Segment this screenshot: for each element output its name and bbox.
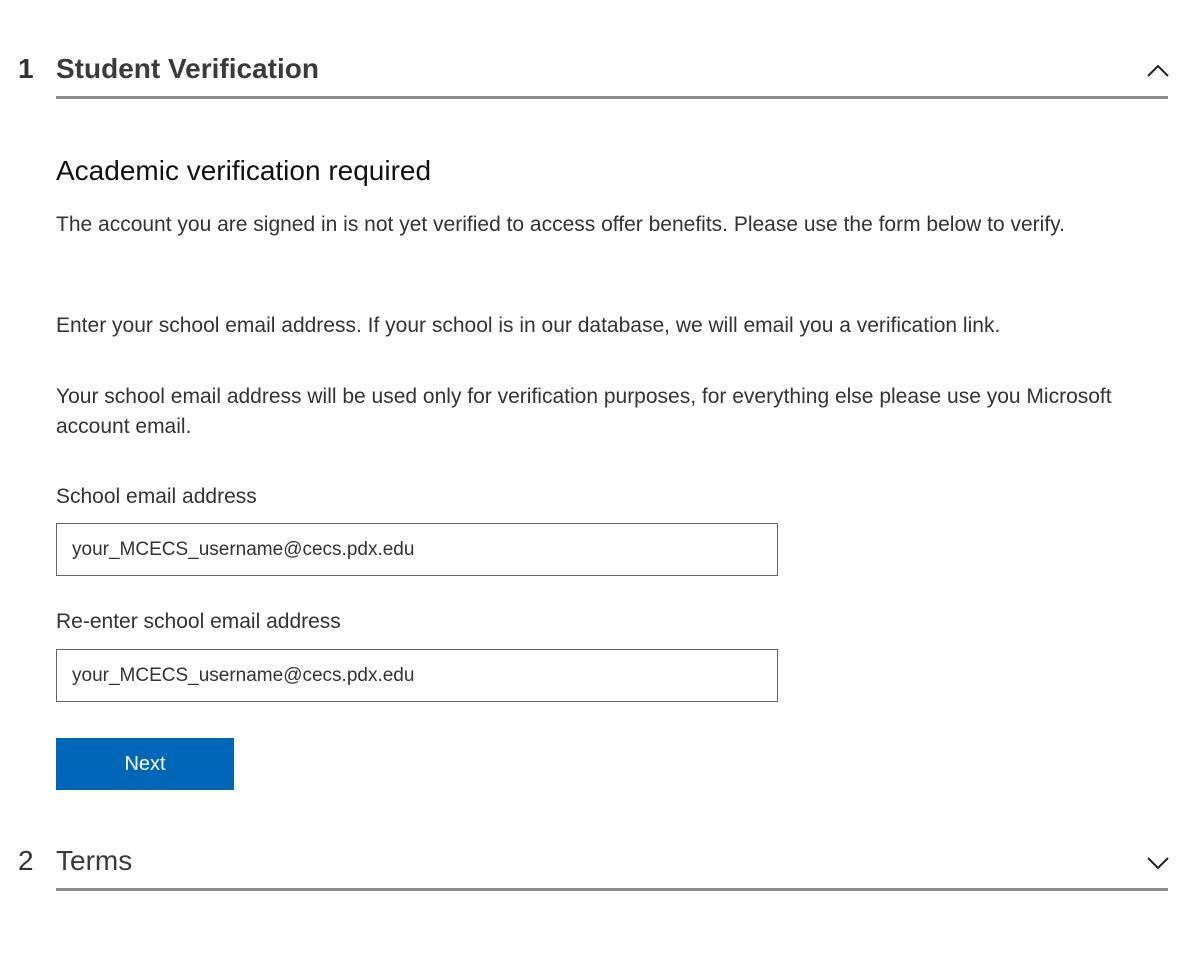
step-divider [56, 96, 1168, 99]
next-button[interactable]: Next [56, 738, 234, 790]
privacy-text: Your school email address will be used only for verification purposes, for everything else please use you Microsoft account email. [56, 385, 1112, 438]
chevron-up-icon[interactable] [1146, 62, 1170, 78]
step-title: Student Verification [56, 53, 319, 84]
step-number: 2 [18, 845, 34, 876]
school-email-input[interactable] [56, 523, 778, 576]
reenter-email-label: Re-enter school email address [56, 610, 341, 633]
section-heading: Academic verification required [56, 155, 432, 186]
step-title: Terms [56, 845, 133, 876]
email-label: School email address [56, 485, 257, 508]
step-number: 1 [18, 53, 34, 84]
step-divider [56, 888, 1168, 891]
reenter-email-input[interactable] [56, 649, 778, 702]
chevron-down-icon[interactable] [1146, 855, 1170, 871]
intro-text: The account you are signed in is not yet verified to access offer benefits. Please use the form below to verify. [56, 213, 1065, 236]
instruction-text: Enter your school email address. If your school is in our database, we will email you a verification link. [56, 314, 1001, 337]
